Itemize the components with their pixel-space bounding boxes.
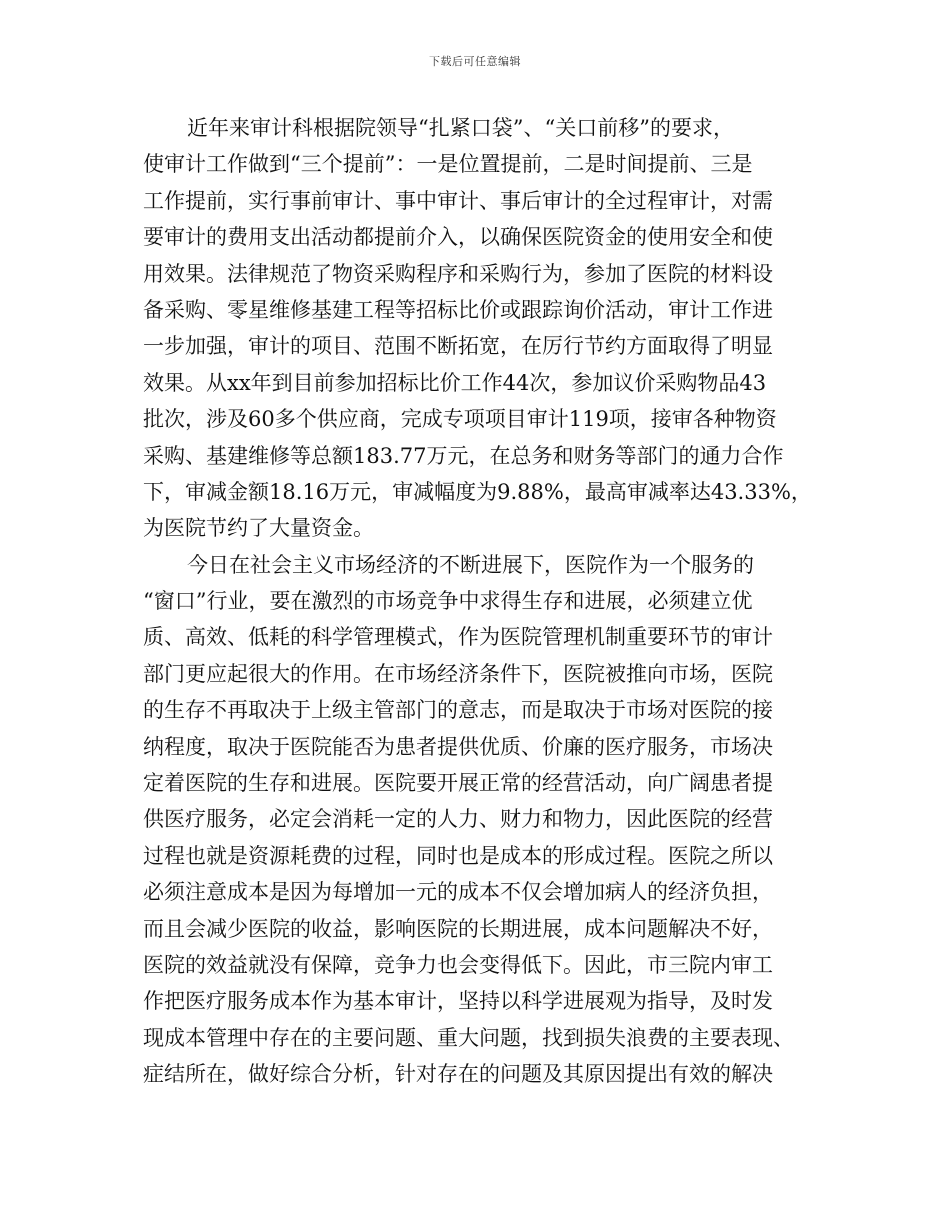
paragraph-2-line: “窗口”行业，要在激烈的市场竞争中求得生存和进展，必须建立优 — [143, 589, 753, 614]
paragraph-1-line: 下，审减金额18.16万元，审减幅度为9.88%，最高审减率达43.33%， — [143, 479, 812, 504]
paragraph-2-line: 必须注意成本是因为每增加一元的成本不仅会增加病人的经济负担， — [143, 880, 773, 905]
paragraph-1-line: 为医院节约了大量资金。 — [143, 516, 374, 541]
paragraph-2-line: 供医疗服务，必定会消耗一定的人力、财力和物力，因此医院的经营 — [143, 807, 773, 832]
paragraph-2-line: 今日在社会主义市场经济的不断进展下，医院作为一个服务的 — [187, 552, 754, 577]
paragraph-1-line: 用效果。法律规范了物资采购程序和采购行为，参加了医院的材料设 — [143, 261, 773, 286]
paragraph-2-line: 症结所在，做好综合分析，针对存在的问题及其原因提出有效的解决 — [143, 1062, 773, 1087]
page-header: 下载后可任意编辑 — [429, 55, 521, 68]
paragraph-1-line: 工作提前，实行事前审计、事中审计、事后审计的全过程审计，对需 — [143, 188, 773, 213]
paragraph-1-line: 一步加强，审计的项目、范围不断拓宽，在厉行节约方面取得了明显 — [143, 334, 773, 359]
paragraph-2-line: 过程也就是资源耗费的过程，同时也是成本的形成过程。医院之所以 — [143, 843, 773, 868]
paragraph-1-line: 采购、基建维修等总额183.77万元，在总务和财务等部门的通力合作 — [143, 443, 784, 468]
paragraph-2-line: 部门更应起很大的作用。在市场经济条件下，医院被推向市场，医院 — [143, 661, 773, 686]
paragraph-1-line: 备采购、零星维修基建工程等招标比价或跟踪询价活动，审计工作进 — [143, 297, 773, 322]
paragraph-1-line: 要审计的费用支出活动都提前介入，以确保医院资金的使用安全和使 — [143, 225, 773, 250]
paragraph-2-line: 的生存不再取决于上级主管部门的意志，而是取决于市场对医院的接 — [143, 698, 773, 723]
paragraph-2-line: 而且会减少医院的收益，影响医院的长期进展，成本问题解决不好， — [143, 916, 773, 941]
paragraph-1-line: 效果。从xx年到目前参加招标比价工作44次，参加议价采购物品43 — [143, 370, 767, 395]
document-body — [143, 110, 818, 1093]
paragraph-2-line: 纳程度，取决于医院能否为患者提供优质、价廉的医疗服务，市场决 — [143, 734, 773, 759]
paragraph-2-line: 医院的效益就没有保障，竞争力也会变得低下。因此，市三院内审工 — [143, 952, 773, 977]
paragraph-2-line: 质、高效、低耗的科学管理模式，作为医院管理机制重要环节的审计 — [143, 625, 773, 650]
paragraph-1-line: 批次，涉及60多个供应商，完成专项项目审计119项，接审各种物资 — [143, 407, 777, 432]
paragraph-2-line: 现成本管理中存在的主要问题、重大问题，找到损失浪费的主要表现、 — [143, 1025, 794, 1050]
paragraph-1-line: 近年来审计科根据院领导“扎紧口袋”、“关口前移”的要求， — [187, 116, 734, 140]
paragraph-2-line: 定着医院的生存和进展。医院要开展正常的经营活动，向广阔患者提 — [143, 771, 773, 796]
paragraph-2-line: 作把医疗服务成本作为基本审计，坚持以科学进展观为指导，及时发 — [143, 989, 773, 1014]
paragraph-1-line: 使审计工作做到“三个提前”：一是位置提前，二是时间提前、三是 — [143, 152, 753, 177]
